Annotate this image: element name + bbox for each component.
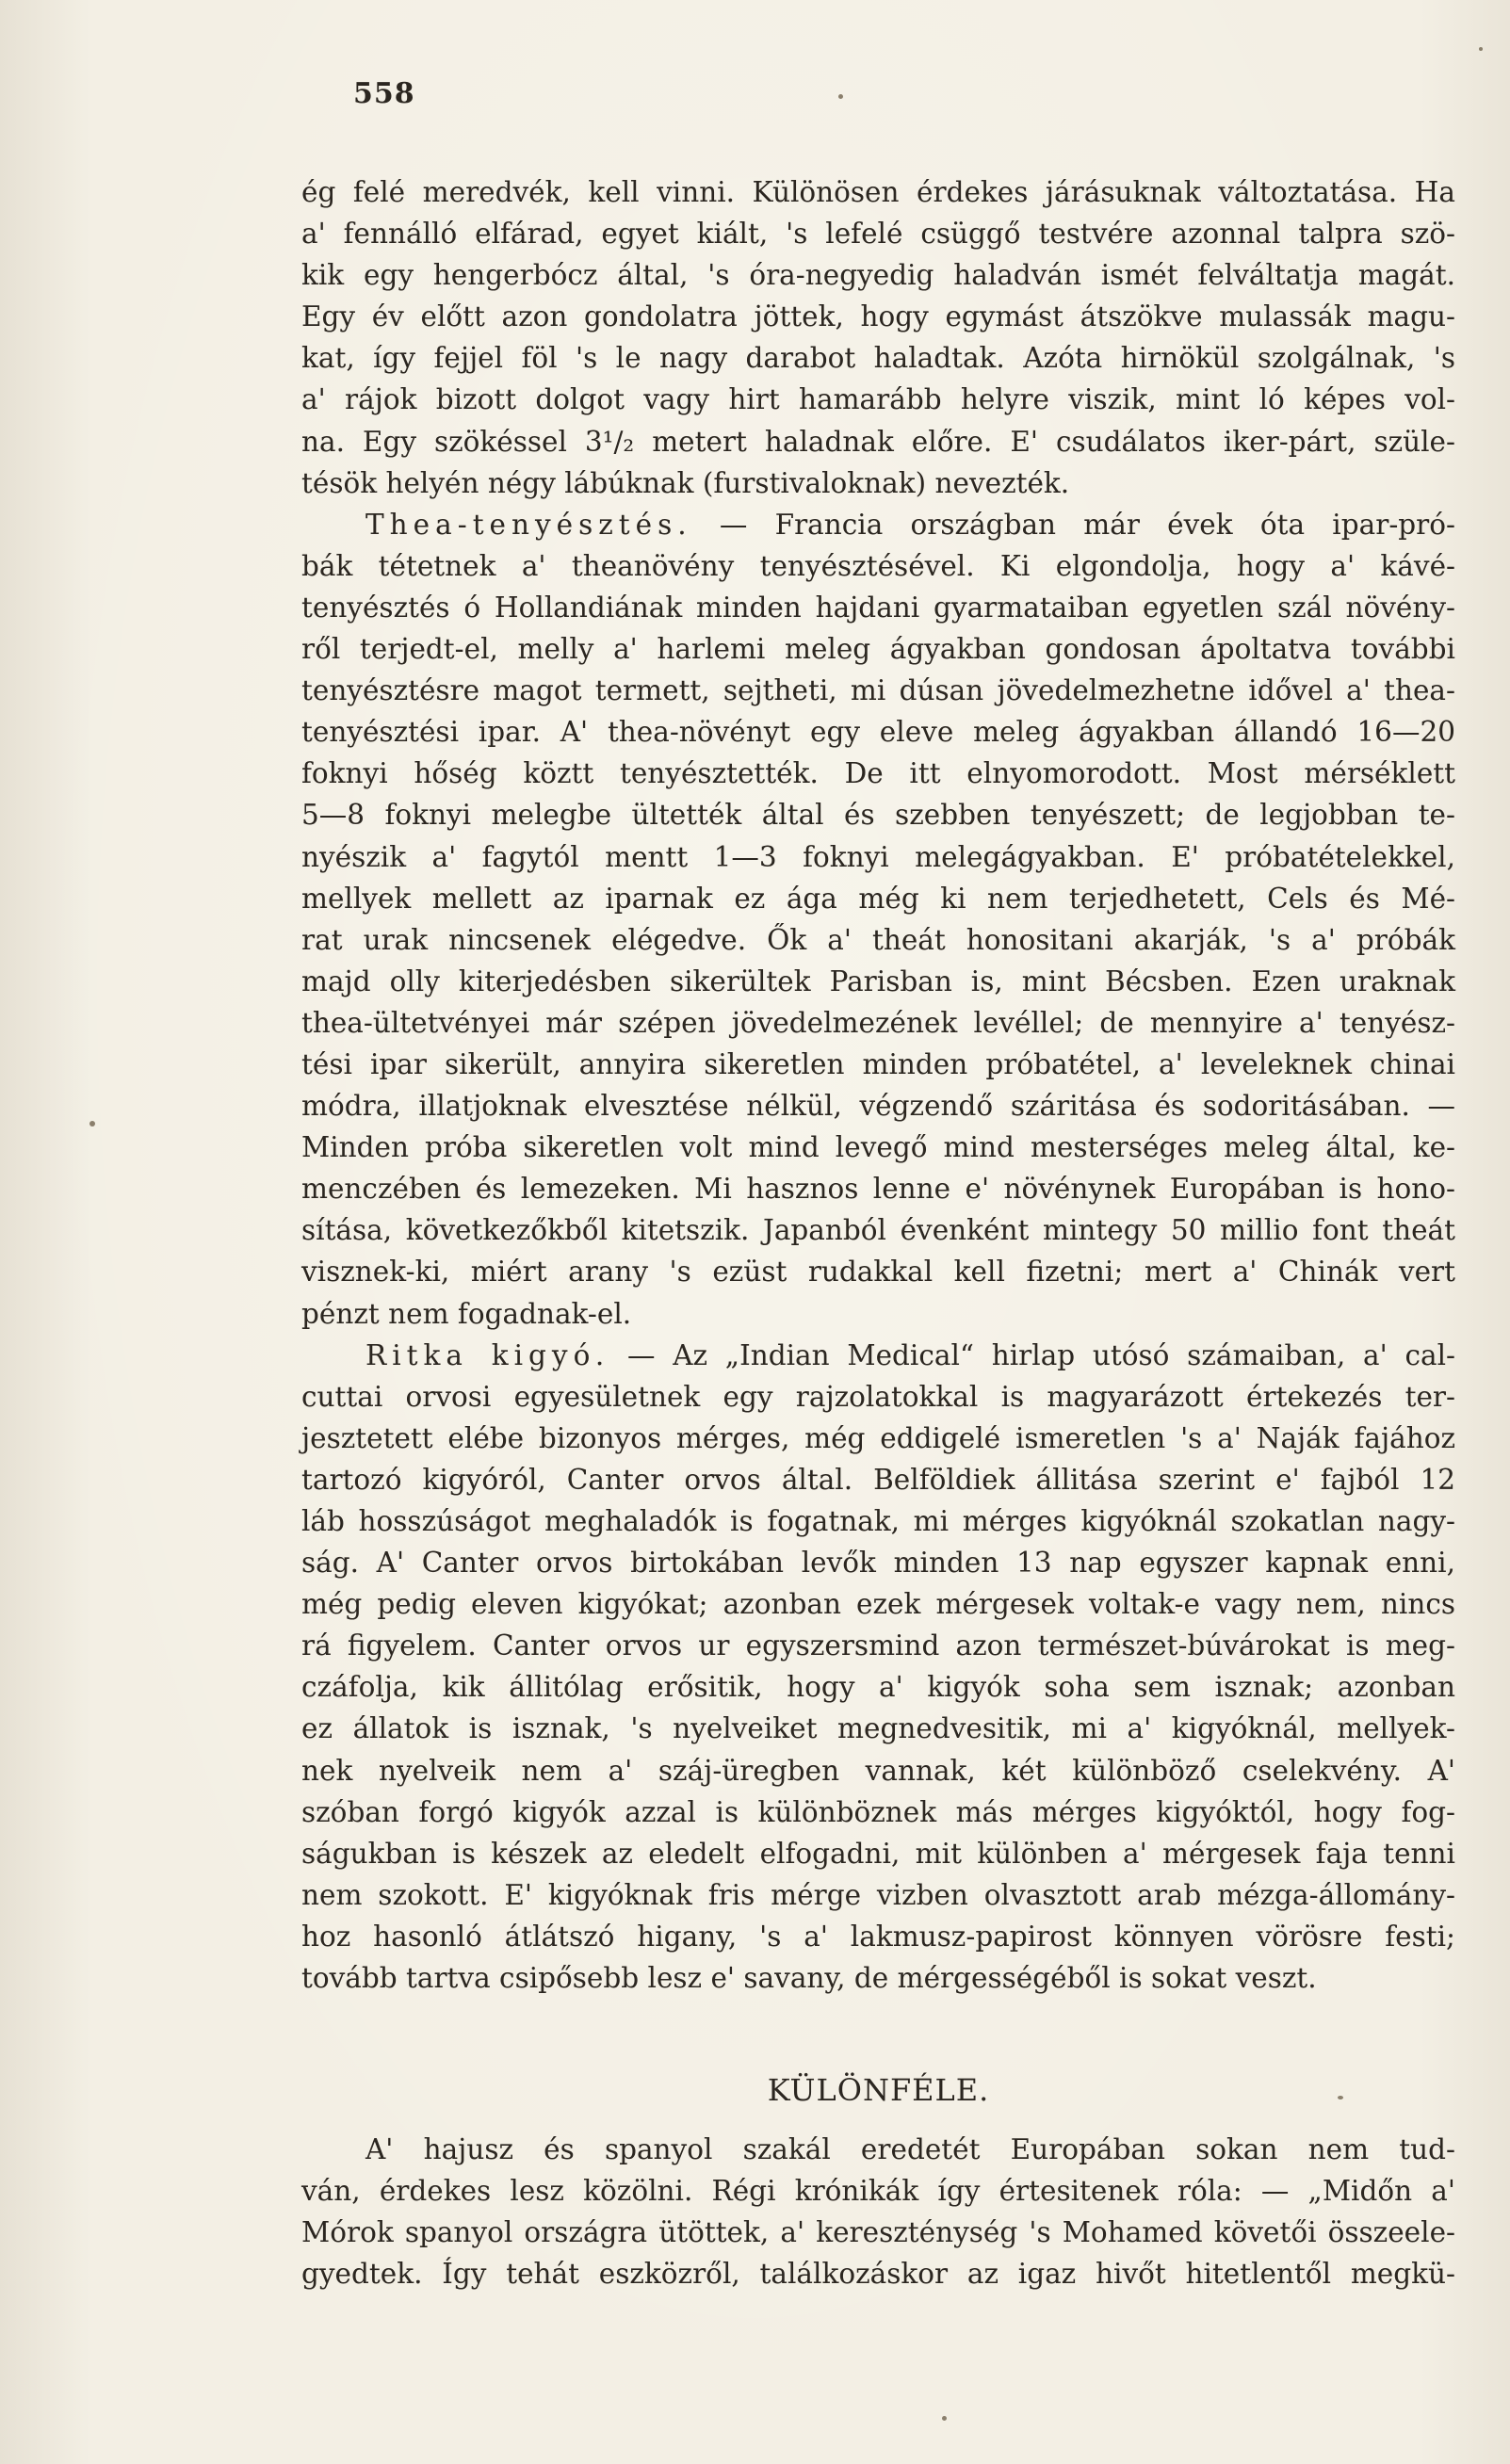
text-line-first [301,504,1455,545]
paper-speck [838,94,843,99]
text-line: nek nyelveik nem a' száj-üregben vannak, két különböző cselekvény. A' [301,1754,1455,1787]
text-line: kik egy hengerbócz által, 's óra-negyedig haladván ismét felváltatja magát. [301,259,1455,292]
text-line: A' hajusz és spanyol szakál eredetét Europában sokan nem tud- [365,2133,1455,2165]
text-line: sítása, következőkből kitetszik. Japanból évenként mintegy 50 millio font theát [301,1214,1455,1247]
text-line: még pedig eleven kigyókat; azonban ezek mérgesek voltak-e vagy nem, nincs [301,1588,1455,1621]
text-line: nem szokott. E' kigyóknak fris mérge vizben olvasztott arab mézga-állomány- [301,1878,1455,1911]
text-line: majd olly kiterjedésben sikerültek Parisban is, mint Bécsben. Ezen uraknak [301,965,1455,997]
text-line: Minden próba sikeretlen volt mind levegő mind mesterséges meleg által, ke- [301,1131,1455,1164]
paragraph-rare-snake [301,1335,1455,2000]
text-line: pénzt nem fogadnak-el. [301,1297,632,1330]
text-line: tartozó kigyóról, Canter orvos által. Belföldiek állitása szerint e' fajból 12 [301,1463,1455,1496]
text-line: ság. A' Canter orvos birtokában levők minden 13 nap egyszer kapnak enni, [301,1547,1455,1580]
text-line: cuttai orvosi egyesületnek egy rajzolatokkal is magyarázott értekezés ter- [301,1380,1455,1413]
text-line: Mórok spanyol országra ütöttek, a' kereszténység 's Mohamed követői összeele- [301,2216,1455,2249]
text-line: kat, így fejjel föl 's le nagy darabot haladtak. Azóta hirnökül szolgálnak, 's [301,342,1455,375]
text-line-first [301,1335,1455,1376]
paper-speck [942,2416,947,2421]
section-heading: KÜLÖNFÉLE. [767,2072,990,2108]
paper-speck [1338,2096,1343,2099]
text-line: tovább tartva csipősebb lesz e' savany, de mérgességéből is sokat veszt. [301,1962,1317,1995]
text-line: tenyésztési ipar. A' thea-növényt egy eleve meleg ágyakban állandó 16—20 [301,716,1455,749]
text-line: 5—8 foknyi melegbe ültették által és szebben tenyészett; de legjobban te- [301,799,1455,832]
paragraph-title: Thea-tenyésztés. [365,508,692,541]
text-line: Egy év előtt azon gondolatra jöttek, hogy egymást átszökve mulassák magu- [301,300,1455,333]
paper-speck [89,1121,95,1127]
paper-speck [1479,47,1483,51]
text-line: bák tétetnek a' theanövény tenyésztésével. Ki elgondolja, hogy a' kávé- [301,549,1455,582]
text-line: szóban forgó kigyók azzal is különböznek más mérges kigyóktól, hogy fog- [301,1795,1455,1828]
section-body [301,2129,1455,2294]
text-line: módra, illatjoknak elvesztése nélkül, végzendő száritása és sodoritásában. — [301,1090,1455,1123]
text-line: jesztetett elébe bizonyos mérges, még eddigelé ismeretlen 's a' Naják fajához [301,1421,1455,1454]
text-line: ről terjedt-el, melly a' harlemi meleg ágyakban gondosan ápoltatva további [301,633,1455,666]
text-line: visznek-ki, miért arany 's ezüst rudakkal kell fizetni; mert a' Chinák vert [301,1256,1455,1289]
text-line: mellyek mellett az iparnak ez ága még ki nem terjedhetett, Cels és Mé- [301,882,1455,915]
text-line: tenyésztés ó Hollandiának minden hajdani gyarmataiban egyetlen szál növény- [301,591,1455,624]
text-line: tenyésztésre magot termett, sejtheti, mi dúsan jövedelmezhetne idővel a' thea- [301,674,1455,707]
text-line: czáfolja, kik állitólag erősitik, hogy a' kigyók soha sem isznak; azonban [301,1671,1455,1704]
text-line: tésök helyén négy lábúknak (furstivaloknak) nevezték. [301,466,1070,499]
text-fragment: — Az „Indian Medical“ hirlap utósó számaiban, a' cal- [609,1338,1456,1371]
text-line: gyedtek. Így tehát eszközről, találkozáskor az igaz hivőt hitetlentől megkü- [301,2258,1455,2291]
paragraph-title: Ritka kigyó. [365,1338,610,1371]
text-line: a' fennálló elfárad, egyet kiált, 's lefelé csüggő testvére azonnal talpra szö- [301,218,1455,251]
text-line: ságukban is készek az eledelt elfogadni, mit különben a' mérgesek faja tenni [301,1837,1455,1870]
text-fragment: — Francia országban már évek óta ipar-pró- [691,508,1455,541]
text-line: foknyi hőség köztt tenyésztették. De itt elnyomorodott. Most mérséklett [301,757,1455,790]
paragraph-walking-twins [301,171,1455,504]
text-line: hoz hasonló átlátszó higany, 's a' lakmusz-papirost könnyen vörösre festi; [301,1920,1455,1953]
text-line: láb hosszúságot meghaladók is fogatnak, mi mérges kigyóknál szokatlan nagy- [301,1505,1455,1537]
text-line: na. Egy szökéssel 3¹/₂ metert haladnak előre. E' csudálatos iker-párt, szüle- [301,425,1455,458]
text-line: ég felé meredvék, kell vinni. Különösen érdekes járásuknak változtatása. Ha [301,176,1455,208]
paragraph-thea [301,504,1455,1335]
text-line: ez állatok is isznak, 's nyelveiket megnedvesitik, mi a' kigyóknál, mellyek- [301,1712,1455,1745]
page-number: 558 [353,77,415,110]
text-line: a' rájok bizott dolgot vagy hirt hamarább helyre viszik, mint ló képes vol- [301,383,1455,416]
text-line: thea-ültetvényei már szépen jövedelmezének levéllel; de mennyire a' tenyész- [301,1006,1455,1039]
text-line: ván, érdekes lesz közölni. Régi krónikák így értesitenek róla: — „Midőn a' [301,2175,1455,2208]
article-body [301,171,1455,1999]
text-line: menczében és lemezeken. Mi hasznos lenne e' növénynek Europában is hono- [301,1173,1455,1206]
text-line: tési ipar sikerült, annyira sikeretlen minden próbatétel, a' leveleknek chinai [301,1047,1455,1080]
text-line: rá figyelem. Canter orvos ur egyszersmind azon természet-búvárokat is meg- [301,1629,1455,1662]
text-line: rat urak nincsenek elégedve. Ők a' theát honositani akarják, 's a' próbák [301,923,1455,956]
text-line: nyészik a' fagytól mentt 1—3 foknyi melegágyakban. E' próbatételekkel, [301,840,1455,873]
